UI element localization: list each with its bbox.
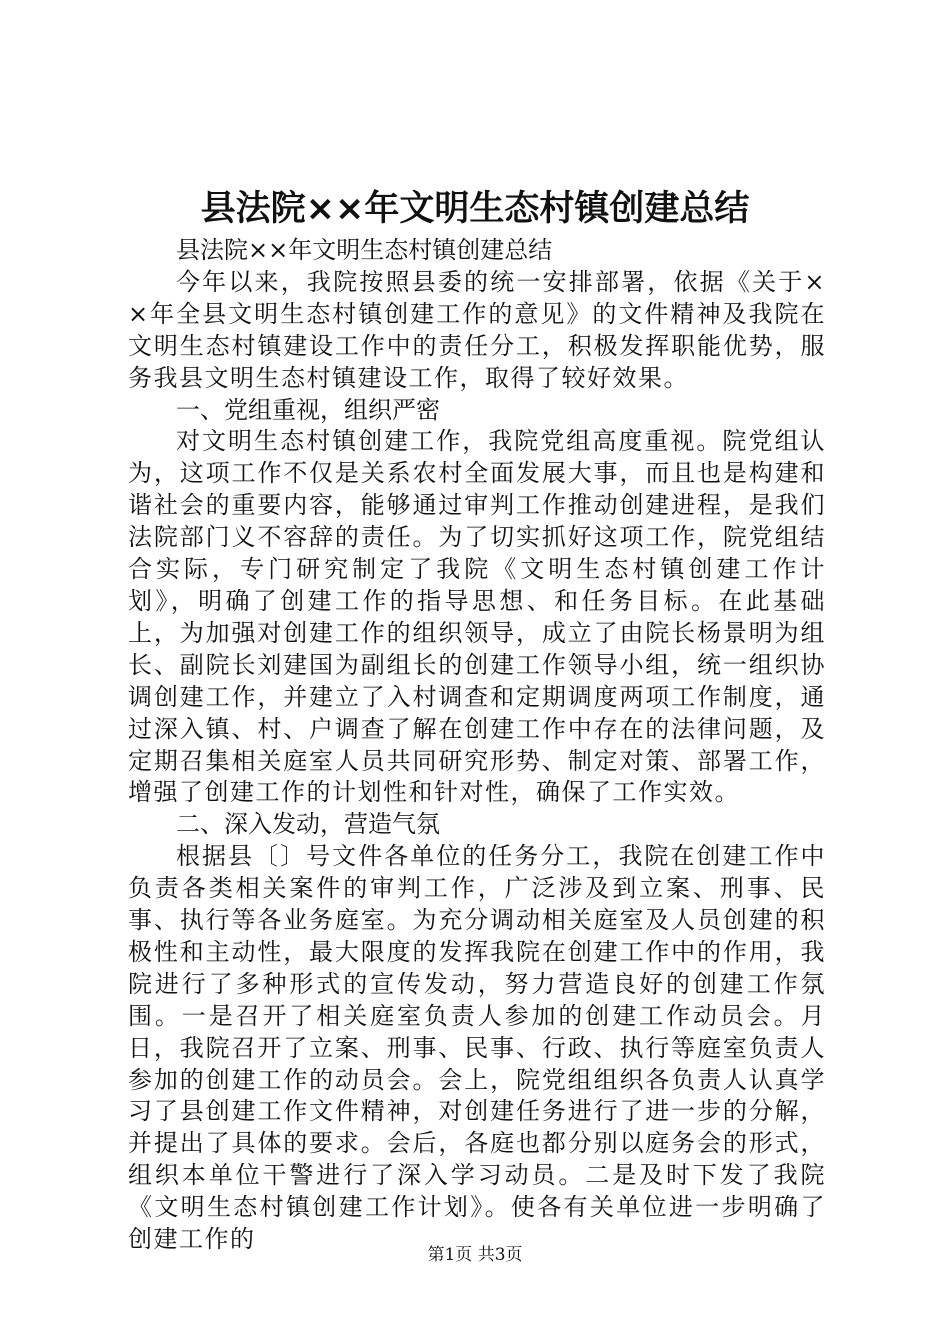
- page-footer: 第1页 共3页: [427, 1245, 523, 1265]
- section-heading-2: 二、深入发动，营造气氛: [176, 810, 440, 839]
- section-2-paragraph: 根据县〔〕号文件各单位的任务分工，我院在创建工作中负责各类相关案件的审判工作，广泛涉及到立案、刑事、民事、执行等各业务庭室。为充分调动相关庭室及人员创建的积极性和主动性，最大限度的发挥我院在创建工作中的作用，我院进行了多种形式的宣传发动，努力营造良好的创建工作氛围。一是召开了相关庭室负责人参加的创建工作动员会。月日，我院召开了立案、刑事、民事、行政、执行等庭室负责人参加的创建工作的动员会。会上，院党组组织各负责人认真学习了县创建工作文件精神，对创建任务进行了进一步的分解，并提出了具体的要求。会后，各庭也都分别以庭务会的形式，组织本单位干警进行了深入学习动员。二是及时下发了我院《文明生态村镇创建工作计划》。使各有关单位进一步明确了创建工作的: [128, 842, 826, 1254]
- document-title: 县法院××年文明生态村镇创建总结: [200, 189, 750, 229]
- section-1-paragraph: 对文明生态村镇创建工作，我院党组高度重视。院党组认为，这项工作不仅是关系农村全面发展大事，而且也是构建和谐社会的重要内容，能够通过审判工作推动创建进程，是我们法院部门义不容辞的责任。为了切实抓好这项工作，院党组结合实际，专门研究制定了我院《文明生态村镇创建工作计划》，明确了创建工作的指导思想、和任务目标。在此基础上，为加强对创建工作的组织领导，成立了由院长杨景明为组长、副院长刘建国为副组长的创建工作领导小组，统一组织协调创建工作，并建立了入村调查和定期调度两项工作制度，通过深入镇、村、户调查了解在创建工作中存在的法律问题，及定期召集相关庭室人员共同研究形势、制定对策、部署工作，增强了创建工作的计划性和针对性，确保了工作实效。: [128, 427, 826, 807]
- intro-paragraph: 今年以来，我院按照县委的统一安排部署，依据《关于××年全县文明生态村镇创建工作的意见》的文件精神及我院在文明生态村镇建设工作中的责任分工，积极发挥职能优势，服务我县文明生态村镇建设工作，取得了较好效果。: [128, 267, 826, 392]
- section-heading-1: 一、党组重视，组织严密: [176, 395, 440, 424]
- subtitle-line: 县法院××年文明生态村镇创建总结: [176, 236, 553, 264]
- document-body: [128, 235, 826, 1256]
